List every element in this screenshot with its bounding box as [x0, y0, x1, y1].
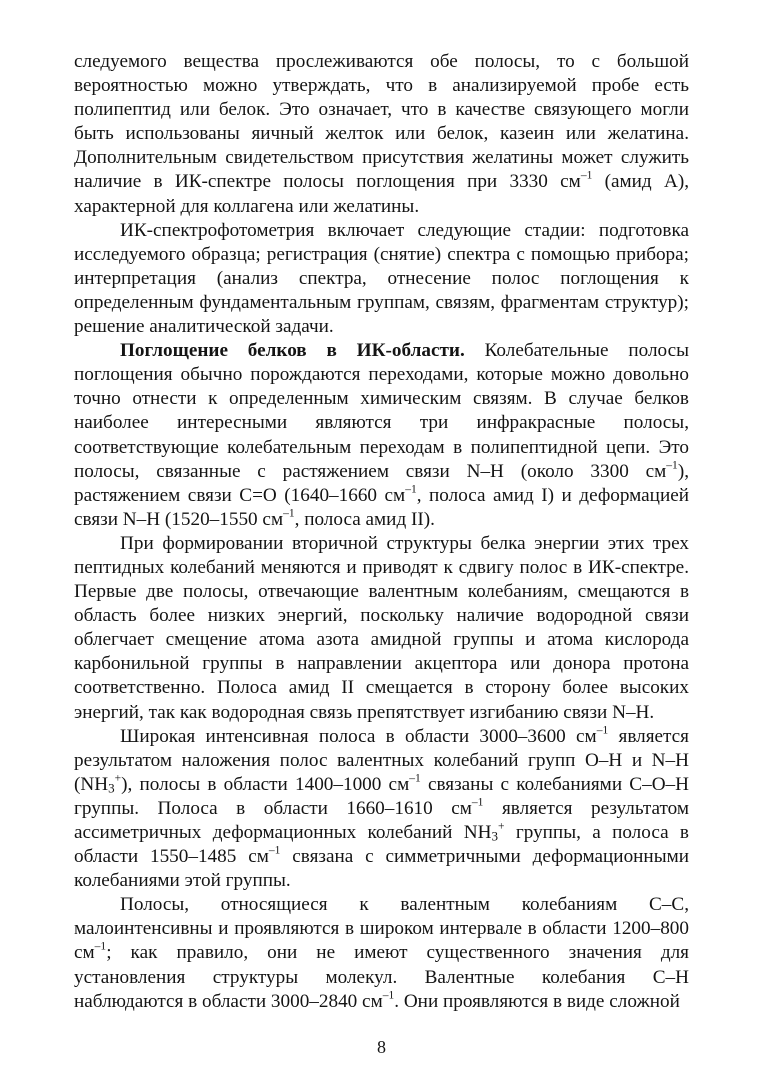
- paragraph-text: Широкая интенсивная полоса в области 3000–3600 см: [120, 725, 597, 747]
- paragraph-text: . Они проявляются в виде сложной: [394, 990, 680, 1012]
- superscript: –1: [409, 772, 421, 785]
- paragraph-text: ИК-спектрофотометрия включает следующие стадии: подготовка исследуемого образца; регистрация (снятие) спектра с помощью прибора; интерпретация (анализ спектра, отнесение полос поглощения к определенным фундаментальным группам, связям, фрагментам структур); решение аналитической задачи.: [74, 219, 689, 338]
- superscript: –1: [283, 507, 295, 520]
- paragraph-secondary-structure: [74, 532, 689, 725]
- subscript: 3: [491, 828, 499, 844]
- page-number: 8: [377, 1037, 386, 1057]
- paragraph-text: следуемого вещества прослеживаются обе полосы, то с большой вероятностью можно утверждать, что в анализируемой пробе есть полипептид или белок. Это означает, что в качестве связующего могли быть использованы яичный желток или белок, казеин или желатина. Дополнительным свидетельством присутствия желатины может служить наличие в ИК-спектре полосы поглощения при 3330 см: [74, 51, 689, 193]
- paragraph-text: является результатом ассиметричных деформационных колебаний NH: [74, 797, 689, 843]
- section-heading: Поглощение белков в ИК-области.: [120, 340, 465, 362]
- paragraph-text: связана с симметричными деформационными колебаниями этой группы.: [74, 846, 689, 892]
- superscript: –1: [382, 989, 395, 1002]
- paragraph-ir-stages: [74, 219, 689, 339]
- paragraph-text: группы, а полоса в области 1550–1485 см: [74, 822, 689, 868]
- paragraph-cc-vibrations: [74, 893, 689, 1013]
- paragraph-text: ), растяжением связи C=O (1640–1660 см: [74, 460, 689, 506]
- superscript: –1: [405, 483, 417, 496]
- superscript: –1: [580, 169, 593, 182]
- paragraph-broad-band: [74, 725, 689, 894]
- paragraph-protein-absorption: [74, 339, 689, 532]
- superscript: +: [114, 772, 122, 785]
- superscript: –1: [666, 458, 678, 471]
- paragraph-text: , полоса амид I) и деформацией связи N–H (1520–1550 см: [74, 484, 690, 530]
- paragraph-text: связаны с колебаниями C–O–H группы. Полоса в области 1660–1610 см: [74, 773, 689, 819]
- superscript: –1: [94, 940, 107, 953]
- subscript: 3: [108, 780, 115, 796]
- superscript: –1: [471, 796, 484, 809]
- paragraph-text: является результатом наложения полос валентных колебаний групп O–H и N–H (NH: [74, 725, 689, 795]
- paragraph-continuation: [74, 50, 689, 219]
- paragraph-text: ), полосы в области 1400–1000 см: [121, 773, 410, 795]
- paragraph-text: , полоса амид II).: [294, 508, 435, 530]
- paragraph-text: Полосы, относящиеся к валентным колебаниям C–C, малоинтенсивны и проявляются в широком интервале в области 1200–800 см: [74, 894, 689, 964]
- paragraph-text: ; как правило, они не имеют существенного значения для установления структуры молекул. Валентные колебания C–H наблюдаются в области 3000–2840 см: [74, 942, 689, 1012]
- paragraph-text: (амид А), характерной для коллагена или желатины.: [74, 171, 690, 217]
- superscript: –1: [596, 724, 609, 736]
- superscript: +: [498, 820, 505, 833]
- superscript: –1: [268, 844, 281, 857]
- paragraph-text: Колебательные полосы поглощения обычно порождаются переходами, которые можно довольно точно отнести к определенным химическим связям. В случае белков наиболее интересными являются три инфракрасные полосы, соответствующие колебательным переходам в полипептидной цепи. Это полосы, связанные с растяжением связи N–H (около 3300 см: [74, 340, 689, 482]
- paragraph-text: При формировании вторичной структуры белка энергии этих трех пептидных колебаний меняются и приводят к сдвигу полос в ИК-спектре. Первые две полосы, отвечающие валентным колебаниям, смещаются в область более низких энергий, поскольку наличие водородной связи облегчает смещение атома азота амидной группы и атома кислорода карбонильной группы в направлении акцептора или донора протона соответственно. Полоса амид II смещается в сторону более высоких энергий, так как водородная связь препятствует изгибанию связи N–H.: [74, 532, 689, 723]
